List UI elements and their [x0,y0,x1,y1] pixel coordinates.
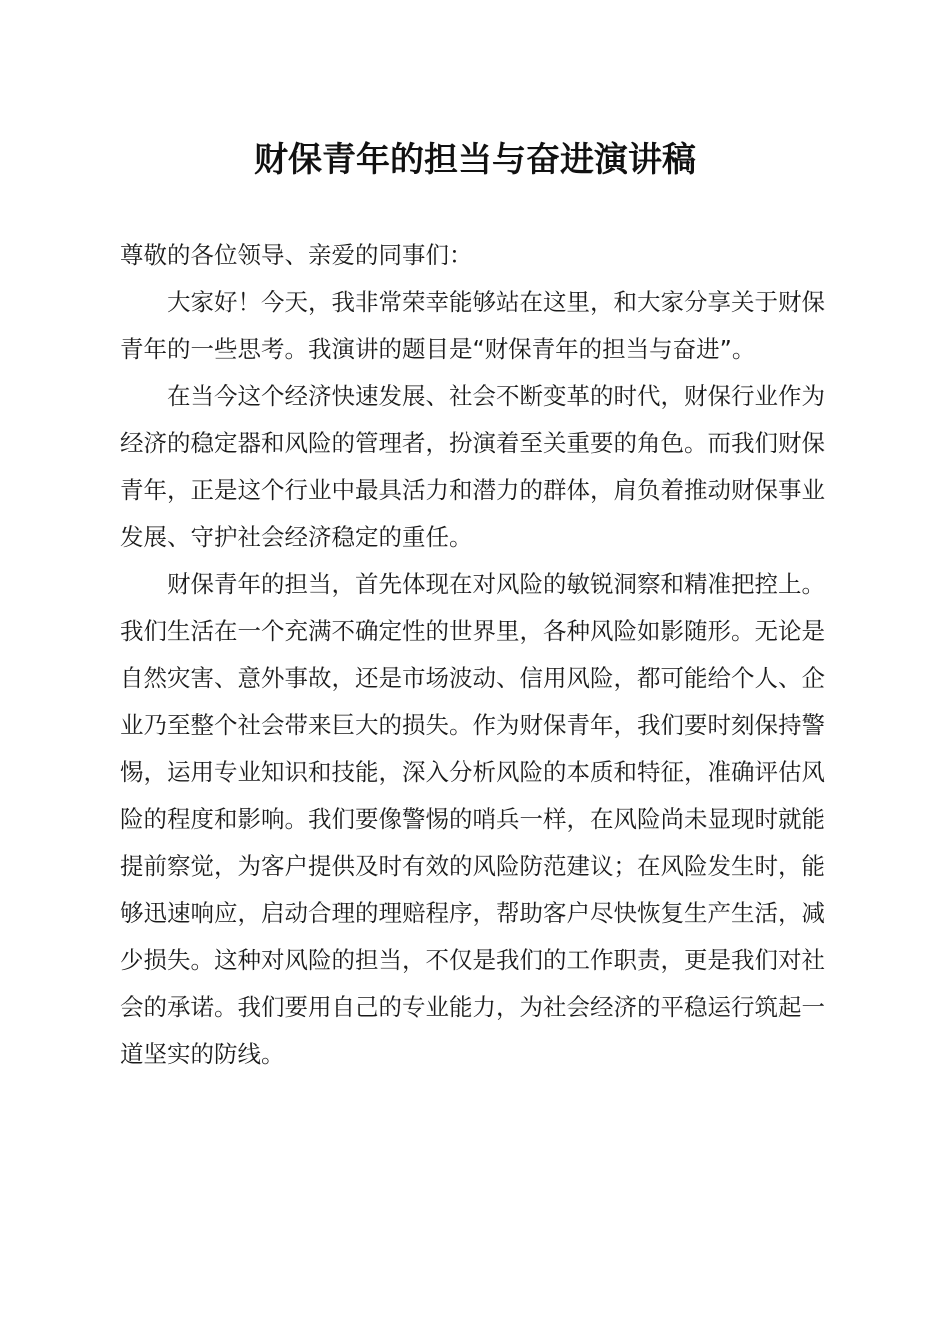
paragraph-context: 在当今这个经济快速发展、社会不断变革的时代，财保行业作为经济的稳定器和风险的管理者，扮演着至关重要的角色。而我们财保青年，正是这个行业中最具活力和潜力的群体，肩负着推动财保事业发展、守护社会经济稳定的重任。 [120,382,825,551]
paragraph-responsibility: 财保青年的担当，首先体现在对风险的敏锐洞察和精准把控上。我们生活在一个充满不确定性的世界里，各种风险如影随形。无论是自然灾害、意外事故，还是市场波动、信用风险，都可能给个人、企业乃至整个社会带来巨大的损失。作为财保青年，我们要时刻保持警惕，运用专业知识和技能，深入分析风险的本质和特征，准确评估风险的程度和影响。我们要像警惕的哨兵一样，在风险尚未显现时就能提前察觉，为客户提供及时有效的风险防范建议；在风险发生时，能够迅速响应，启动合理的理赔程序，帮助客户尽快恢复生产生活，减少损失。这种对风险的担当，不仅是我们的工作职责，更是我们对社会的承诺。我们要用自己的专业能力，为社会经济的平稳运行筑起一道坚实的防线。 [120,570,825,1068]
paragraph-intro: 大家好！今天，我非常荣幸能够站在这里，和大家分享关于财保青年的一些思考。我演讲的题目是“财保青年的担当与奋进”。 [120,288,825,363]
greeting-line: 尊敬的各位领导、亲爱的同事们： [120,241,473,269]
document-title: 财保青年的担当与奋进演讲稿 [254,140,696,180]
document-body [120,232,825,1078]
